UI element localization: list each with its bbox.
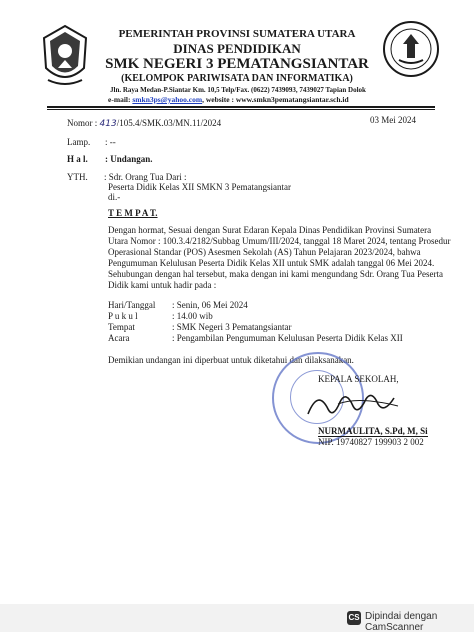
nomor-line: Nomor : 413/105.4/SMK.03/MN.11/2024 [67, 118, 222, 129]
lamp-label: Lamp. [67, 137, 91, 147]
nomor-value: /105.4/SMK.03/MN.11/2024 [116, 118, 222, 128]
detail-label-event: Acara [108, 333, 130, 343]
header-divider [47, 106, 435, 108]
body-line-4: Pengumuman Kelulusan Peserta Didik Kelas XII untuk SMK adalah tanggal 06 Mei 2024. [108, 258, 435, 268]
detail-value-time: : 14.00 wib [172, 311, 213, 321]
hal-label: H a l. [67, 154, 88, 164]
recipient-line-1: : Sdr. Orang Tua Dari : [104, 172, 187, 182]
body-line-3: Operasional Standar (POS) Asesmen Sekolah (AS) Tahun Pelajaran 2023/2024, bahwa [108, 247, 421, 257]
body-line-2: Utara Nomor : 100.3.4/2182/Subbag Umum/III/2024, tanggal 18 Maret 2024, tentang Prosedur [108, 236, 451, 246]
nomor-label: Nomor [67, 118, 93, 128]
header-group: (KELOMPOK PARIWISATA DAN INFORMATIKA) [121, 73, 353, 84]
header-divider-thin [47, 109, 435, 110]
detail-value-place: : SMK Negeri 3 Pematangsiantar [172, 322, 292, 332]
email-link[interactable]: smkn3ps@yahoo.com [132, 95, 203, 104]
signatory-title: KEPALA SEKOLAH, [318, 374, 399, 384]
signatory-name: NURMAULITA, S.Pd, M, Si [318, 426, 428, 436]
header-department: DINAS PENDIDIKAN [173, 41, 301, 56]
website-text: , website : www.smkn3pematangsiantar.sch.id [202, 95, 349, 104]
signatory-nip: NIP. 19740827 199903 2 002 [318, 437, 424, 447]
camscanner-label: Dipindai dengan CamScanner [365, 611, 438, 633]
detail-label-day: Hari/Tanggal [108, 300, 156, 310]
header-address: Jln. Raya Medan-P.Siantar Km. 10,5 Telp/Fax. (0622) 7439093, 7439027 Tapian Dolok [110, 86, 366, 94]
email-label: e-mail: [108, 95, 131, 104]
signature-underline [318, 436, 428, 437]
closing-sentence: Demikian undangan ini diperbuat untuk diketahui dan dilaksanakan. [108, 355, 354, 365]
header-school-name: SMK NEGERI 3 PEMATANGSIANTAR [105, 56, 369, 72]
body-line-5: Sehubungan dengan hal tersebut, maka dengan ini kami mengundang Sdr. Orang Tua Peserta [108, 269, 443, 279]
lamp-value: : -- [105, 137, 116, 147]
detail-label-time: P u k u l [108, 311, 138, 321]
yth-label: YTH. [67, 172, 88, 182]
letter-date: 03 Mei 2024 [370, 115, 416, 125]
tempat-heading: T E M P A T. [108, 208, 158, 218]
detail-label-place: Tempat [108, 322, 135, 332]
camscanner-icon: CS [347, 611, 361, 625]
detail-value-event: : Pengambilan Pengumuman Kelulusan Peserta Didik Kelas XII [172, 333, 403, 343]
hal-value: : Undangan. [105, 154, 153, 164]
header-contact [108, 95, 349, 104]
detail-value-day: : Senin, 06 Mei 2024 [172, 300, 248, 310]
recipient-line-2: Peserta Didik Kelas XII SMKN 3 Pematangsiantar [108, 182, 291, 192]
recipient-line-3: di.- [108, 192, 121, 202]
handwritten-signature-icon [298, 384, 408, 424]
header-government: PEMERINTAH PROVINSI SUMATERA UTARA [118, 28, 356, 40]
nomor-handwritten: 413 [99, 119, 117, 129]
body-line-1: Dengan hormat, Sesuai dengan Surat Edaran Kepala Dinas Pendidikan Provinsi Sumatera [108, 225, 432, 235]
body-line-6: Didik kami untuk hadir pada : [108, 280, 217, 290]
